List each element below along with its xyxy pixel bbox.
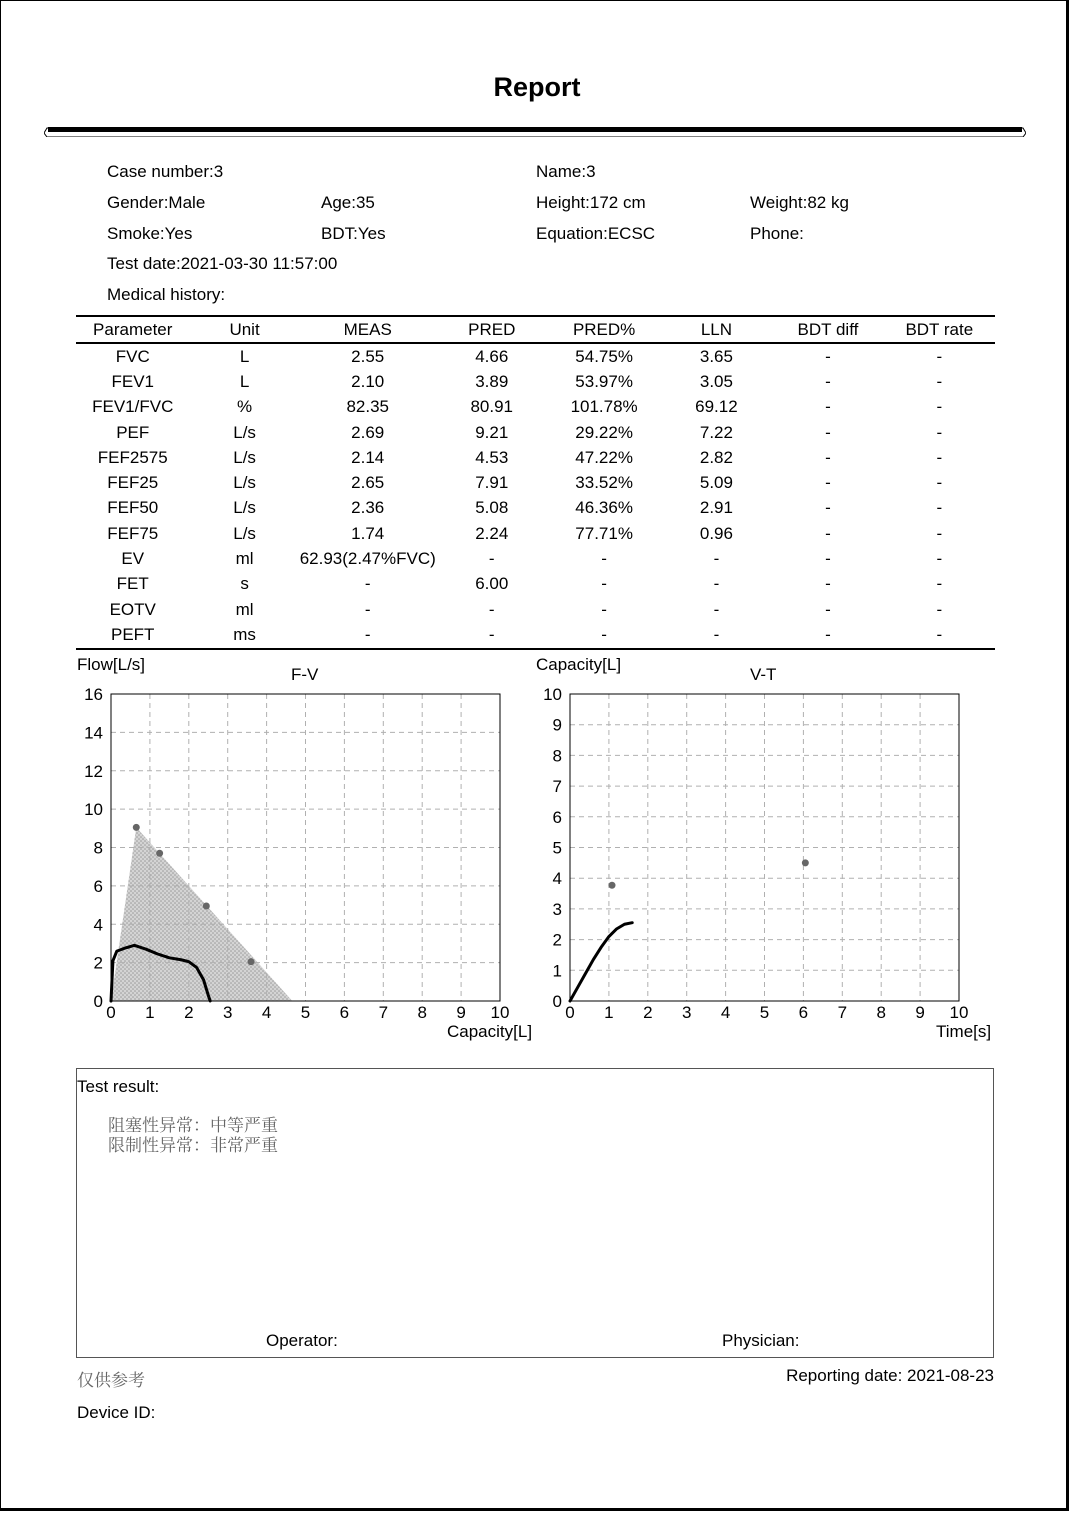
table-cell: - xyxy=(936,447,943,467)
x-tick-label: 1 xyxy=(145,1003,155,1022)
vt-title: V-T xyxy=(750,665,777,684)
table-cell: 7.22 xyxy=(699,422,733,442)
column-header-lln: LLN xyxy=(661,316,773,343)
table-cell: 6.00 xyxy=(475,574,509,594)
table-cell: - xyxy=(601,549,607,569)
table-cell: FEF25 xyxy=(107,473,159,493)
table-cell: - xyxy=(936,346,943,366)
table-cell: 3.89 xyxy=(475,371,509,391)
table-cell: - xyxy=(936,371,943,391)
table-cell: 2.10 xyxy=(351,371,385,391)
patient-name: Name:3 xyxy=(536,162,596,181)
table-cell: ml xyxy=(235,549,254,569)
table-cell: FVC xyxy=(115,346,150,366)
x-tick-label: 5 xyxy=(759,1003,770,1022)
predicted-point xyxy=(609,882,616,889)
x-tick-label: 6 xyxy=(339,1003,350,1022)
table-cell: - xyxy=(825,574,831,594)
table-cell: - xyxy=(661,622,773,648)
table-cell: % xyxy=(237,397,253,417)
column-header-bdt-diff: BDT diff xyxy=(772,316,883,343)
table-cell: 2.14 xyxy=(351,447,385,467)
table-cell: PEF xyxy=(116,422,150,442)
age: Age:35 xyxy=(321,193,375,212)
x-tick-label: 9 xyxy=(456,1003,466,1022)
table-cell: 7.91 xyxy=(475,473,509,493)
y-tick-label: 2 xyxy=(552,930,562,950)
table-cell: FEV1 xyxy=(111,371,154,391)
table-cell: L/s xyxy=(233,498,256,518)
y-tick-label: 0 xyxy=(552,992,562,1011)
table-cell: 5.09 xyxy=(699,473,733,493)
predicted-point xyxy=(802,859,809,866)
table-cell: - xyxy=(601,574,607,594)
table-cell: - xyxy=(936,473,943,493)
x-tick-label: 7 xyxy=(837,1003,848,1022)
table-cell: EOTV xyxy=(109,599,156,619)
table-cell: EV xyxy=(121,549,145,569)
table-cell: 1.74 xyxy=(351,523,385,543)
table-cell: - xyxy=(772,622,883,648)
column-header-bdt-rate: BDT rate xyxy=(884,316,995,343)
table-cell: PEFT xyxy=(76,622,189,648)
table-cell: - xyxy=(825,498,831,518)
y-tick-label: 3 xyxy=(552,899,562,919)
measured-curve xyxy=(570,923,632,1001)
report-title: Report xyxy=(493,72,581,102)
table-cell: FEV1/FVC xyxy=(92,397,174,417)
test-result-box xyxy=(76,1068,994,1358)
x-tick-label: 9 xyxy=(915,1003,925,1022)
phone: Phone: xyxy=(750,224,804,243)
table-cell: - xyxy=(825,447,831,467)
table-cell: 2.65 xyxy=(351,473,385,493)
table-cell: - xyxy=(936,397,943,417)
table-cell: 4.66 xyxy=(475,346,509,366)
height: Height:172 cm xyxy=(536,193,646,212)
table-cell: 53.97% xyxy=(575,371,633,391)
table-cell: s xyxy=(240,574,249,594)
table-cell: - xyxy=(825,346,831,366)
x-tick-label: 4 xyxy=(720,1003,731,1022)
x-tick-label: 4 xyxy=(261,1003,272,1022)
table-cell: L/s xyxy=(233,422,256,442)
table-cell: - xyxy=(936,498,943,518)
y-tick-label: 1 xyxy=(552,961,562,981)
table-cell: - xyxy=(488,549,495,569)
equation: Equation:ECSC xyxy=(536,224,656,243)
table-cell: L/s xyxy=(233,447,256,467)
x-tick-label: 2 xyxy=(184,1003,194,1022)
table-cell: - xyxy=(884,622,995,648)
table-cell: - xyxy=(713,574,720,594)
table-cell: L/s xyxy=(233,523,256,543)
table-cell: - xyxy=(436,622,548,648)
y-tick-label: 6 xyxy=(552,807,562,827)
y-tick-label: 12 xyxy=(84,761,103,781)
x-tick-label: 10 xyxy=(949,1003,969,1022)
y-tick-label: 8 xyxy=(552,746,562,766)
table-cell: - xyxy=(825,523,831,543)
column-header-meas: MEAS xyxy=(300,316,436,343)
column-header-pred-: PRED% xyxy=(548,316,661,343)
table-cell: 2.69 xyxy=(351,422,385,442)
table-cell: 80.91 xyxy=(470,397,513,417)
table-cell: - xyxy=(936,599,943,619)
y-tick-label: 8 xyxy=(93,838,103,858)
vt-ylabel: Capacity[L] xyxy=(536,655,622,674)
table-cell: 2.82 xyxy=(699,447,733,467)
table-cell: - xyxy=(300,622,436,648)
x-tick-label: 3 xyxy=(222,1003,233,1022)
x-tick-label: 0 xyxy=(106,1003,116,1022)
y-tick-label: 9 xyxy=(552,715,562,735)
table-cell: 3.05 xyxy=(699,371,733,391)
table-cell: 5.08 xyxy=(475,498,509,518)
table-cell: ms xyxy=(189,622,299,648)
smoke: Smoke:Yes xyxy=(107,224,193,243)
table-cell: FEF2575 xyxy=(97,447,168,467)
result-line-obstructive: 阻塞性异常：中等严重 xyxy=(108,1116,278,1136)
medical-history: Medical history: xyxy=(107,285,226,304)
table-cell: - xyxy=(936,574,943,594)
table-cell: 101.78% xyxy=(570,397,638,417)
table-cell: 0.96 xyxy=(699,523,733,543)
table-cell: 9.21 xyxy=(475,422,509,442)
x-tick-label: 5 xyxy=(300,1003,311,1022)
table-cell: - xyxy=(825,549,831,569)
table-cell: ml xyxy=(235,599,254,619)
table-cell: - xyxy=(936,422,943,442)
x-tick-label: 3 xyxy=(681,1003,692,1022)
bdt: BDT:Yes xyxy=(321,224,386,243)
table-cell: 69.12 xyxy=(695,397,738,417)
table-cell: 2.91 xyxy=(699,498,733,518)
table-cell: 2.55 xyxy=(351,346,385,366)
physician-label: Physician: xyxy=(722,1331,800,1350)
x-tick-label: 8 xyxy=(876,1003,886,1022)
y-tick-label: 2 xyxy=(93,953,103,973)
table-cell: - xyxy=(825,599,831,619)
y-tick-label: 7 xyxy=(552,777,562,797)
table-cell: 3.65 xyxy=(699,346,733,366)
vt-xlabel: Time[s] xyxy=(936,1022,992,1041)
table-cell: L xyxy=(239,346,250,366)
x-tick-label: 10 xyxy=(490,1003,510,1022)
y-tick-label: 0 xyxy=(93,992,103,1011)
table-cell: - xyxy=(488,599,495,619)
table-cell: - xyxy=(548,622,661,648)
table-cell: 46.36% xyxy=(575,498,633,518)
operator-label: Operator: xyxy=(266,1331,338,1350)
table-cell: L xyxy=(239,371,250,391)
table-cell: - xyxy=(825,422,831,442)
table-cell: - xyxy=(364,574,371,594)
table-cell: - xyxy=(713,549,720,569)
reference-note: 仅供参考 xyxy=(77,1371,145,1391)
table-cell: 82.35 xyxy=(346,397,389,417)
table-cell: - xyxy=(825,397,831,417)
x-tick-label: 0 xyxy=(565,1003,575,1022)
x-tick-label: 8 xyxy=(417,1003,427,1022)
table-cell: FET xyxy=(116,574,149,594)
y-tick-label: 10 xyxy=(543,685,562,704)
gender: Gender:Male xyxy=(107,193,206,212)
y-tick-label: 10 xyxy=(84,800,103,820)
table-cell: 2.24 xyxy=(475,523,509,543)
case-number: Case number:3 xyxy=(107,162,224,181)
weight: Weight:82 kg xyxy=(750,193,849,212)
x-tick-label: 2 xyxy=(643,1003,653,1022)
y-tick-label: 16 xyxy=(84,685,103,704)
table-cell: L/s xyxy=(233,473,256,493)
table-cell: 29.22% xyxy=(575,422,633,442)
table-cell: 62.93(2.47%FVC) xyxy=(299,549,436,569)
table-cell: - xyxy=(825,473,831,493)
y-tick-label: 6 xyxy=(93,876,103,896)
fv-xlabel: Capacity[L] xyxy=(447,1022,533,1041)
x-tick-label: 1 xyxy=(604,1003,614,1022)
test-date: Test date:2021-03-30 11:57:00 xyxy=(107,254,338,273)
table-cell: - xyxy=(364,599,371,619)
y-tick-label: 4 xyxy=(93,915,103,935)
reporting-date: Reporting date: 2021-08-23 xyxy=(786,1366,994,1385)
table-cell: 47.22% xyxy=(575,447,633,467)
x-tick-label: 7 xyxy=(378,1003,389,1022)
test-result-label: Test result: xyxy=(77,1077,160,1096)
x-tick-label: 6 xyxy=(798,1003,809,1022)
table-cell: FEF75 xyxy=(107,523,159,543)
fv-title: F-V xyxy=(291,665,319,684)
column-header-parameter: Parameter xyxy=(76,316,189,343)
table-cell: - xyxy=(601,599,607,619)
table-cell: 4.53 xyxy=(475,447,509,467)
table-cell: - xyxy=(936,523,943,543)
column-header-unit: Unit xyxy=(189,316,299,343)
table-cell: 77.71% xyxy=(575,523,633,543)
y-tick-label: 14 xyxy=(84,723,103,743)
y-tick-label: 4 xyxy=(552,869,562,889)
table-cell: - xyxy=(936,549,943,569)
table-cell: - xyxy=(825,371,831,391)
device-id: Device ID: xyxy=(77,1403,156,1422)
table-cell: - xyxy=(713,599,720,619)
table-cell: 2.36 xyxy=(351,498,385,518)
result-line-restrictive: 限制性异常：非常严重 xyxy=(108,1136,278,1156)
table-cell: FEF50 xyxy=(107,498,159,518)
y-tick-label: 5 xyxy=(552,838,562,858)
table-cell: 54.75% xyxy=(575,346,633,366)
table-cell: 33.52% xyxy=(575,473,633,493)
column-header-pred: PRED xyxy=(436,316,548,343)
fv-ylabel: Flow[L/s] xyxy=(77,655,146,674)
